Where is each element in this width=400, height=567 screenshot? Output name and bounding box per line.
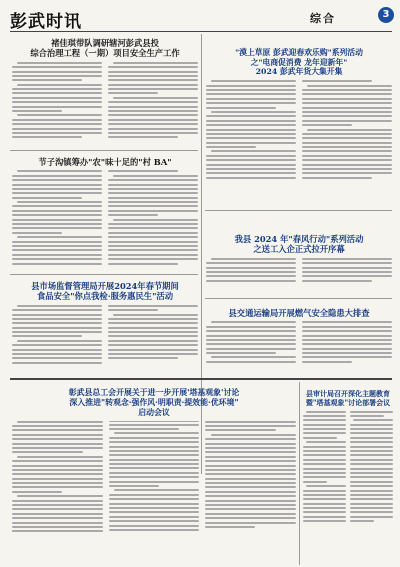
headline-line: 县交通运输局开展燃气安全隐患大排查 xyxy=(228,308,370,318)
article-headline xyxy=(12,38,198,59)
section-divider xyxy=(205,298,392,299)
article-body xyxy=(206,321,392,371)
section-divider xyxy=(205,210,392,211)
article-3 xyxy=(12,279,198,376)
page-number-badge: 3 xyxy=(378,7,394,23)
article-2 xyxy=(12,155,198,272)
article-body xyxy=(206,258,392,288)
article-headline xyxy=(303,390,393,408)
headline-line: 综合治理工程（一期）项目安全生产工作 xyxy=(30,48,180,59)
article-1 xyxy=(12,36,198,148)
article-7 xyxy=(12,384,296,562)
article-headline xyxy=(206,308,392,318)
article-body xyxy=(206,80,392,188)
article-body xyxy=(303,411,393,549)
headline-line: 2024 彭武年货大集开集 xyxy=(255,67,343,77)
headline-line: 暨"塔基观象"讨论部署会议 xyxy=(305,397,391,407)
headline-line: 褚佳琪带队调研辖河彭武县投 xyxy=(51,38,159,48)
headline-line: 之送工入企正式拉开序幕 xyxy=(253,244,345,255)
article-5 xyxy=(206,214,392,296)
article-8 xyxy=(303,384,393,562)
headline-line: 之"电商促消费 龙年迎新年" xyxy=(250,57,348,67)
section-divider xyxy=(10,150,198,151)
article-body xyxy=(12,305,198,367)
headline-line: 节子沟镇筹办"农"味十足的"村 BA" xyxy=(38,157,172,167)
headline-line: 县市场监督管理局开展2024年春节期间 xyxy=(31,281,179,291)
newspaper-title: 彭武时讯 xyxy=(10,12,82,32)
article-headline xyxy=(206,234,392,255)
article-body xyxy=(12,421,296,539)
masthead xyxy=(10,6,392,32)
section-divider xyxy=(10,378,392,380)
article-headline xyxy=(12,157,198,167)
headline-line: 我县 2024 年"春风行动"系列活动 xyxy=(234,234,364,244)
headline-line: 深入推进"转观念·强作风·明职责·提效能·优环境" xyxy=(69,397,239,407)
section-name: 综合 xyxy=(310,12,336,25)
headline-line: 县审计局召开深化主题教育 xyxy=(306,389,390,398)
section-divider xyxy=(10,274,198,275)
headline-line: 彰武县总工会开展关于进一步开展'塔基观象'讨论 xyxy=(68,388,240,397)
article-headline xyxy=(12,281,198,302)
headline-line: "漠上草原 彭武迎春欢乐购"系列活动 xyxy=(235,48,363,57)
article-headline xyxy=(206,48,392,77)
headline-line: 启动会议 xyxy=(138,407,170,417)
headline-line: 食品安全"你点我检·服务惠民生"活动 xyxy=(37,291,173,302)
column-divider xyxy=(299,382,300,565)
article-body xyxy=(12,170,198,266)
article-6 xyxy=(206,302,392,376)
article-headline xyxy=(12,388,296,418)
article-4 xyxy=(206,36,392,208)
article-body xyxy=(12,62,198,140)
